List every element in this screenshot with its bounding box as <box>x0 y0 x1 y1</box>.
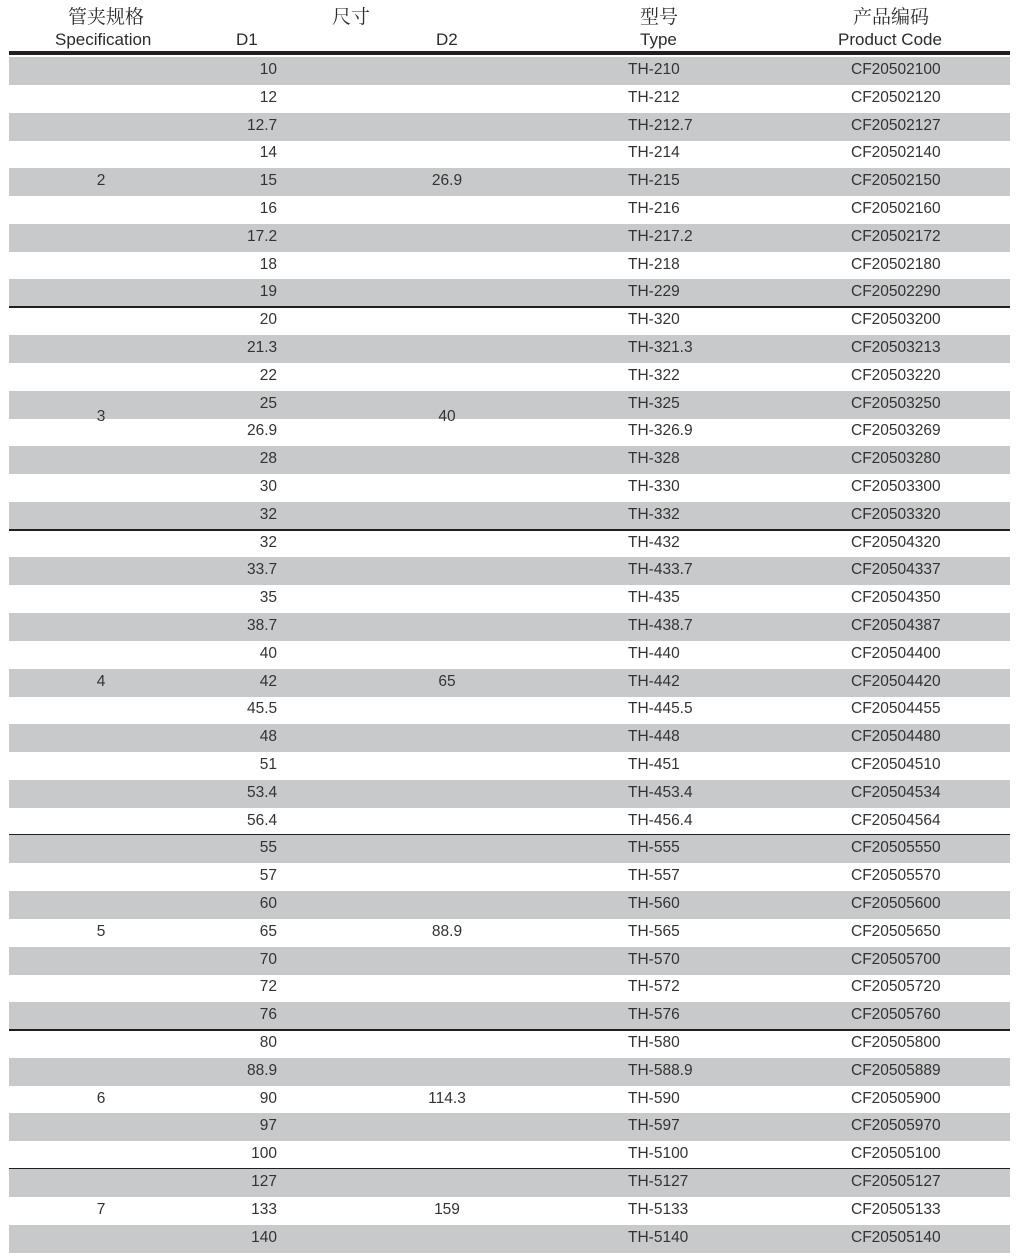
table-row <box>9 808 1010 836</box>
product-code-cell: CF20505133 <box>851 1200 941 1218</box>
d1-cell: 26.9 <box>247 422 278 440</box>
size-header-cn: 尺寸 <box>332 7 371 28</box>
table-row <box>9 335 1010 363</box>
type-cell: TH-448 <box>628 728 680 746</box>
type-cell: TH-217.2 <box>628 227 693 245</box>
product-code-cell: CF20504387 <box>851 617 941 634</box>
product-code-cell: CF20503280 <box>851 450 941 468</box>
type-cell: TH-442 <box>628 672 680 690</box>
type-cell: TH-572 <box>628 978 680 996</box>
d1-cell: 10 <box>259 61 277 78</box>
d1-cell: 70 <box>259 950 277 968</box>
type-cell: TH-328 <box>628 450 680 468</box>
product-code-cell: CF20505650 <box>851 922 941 940</box>
product-code-cell: CF20505127 <box>851 1173 941 1190</box>
table-header <box>0 0 1019 56</box>
product-code-cell: CF20504350 <box>851 589 941 607</box>
product-code-cell: CF20503300 <box>851 478 941 495</box>
product-code-cell: CF20504400 <box>851 644 941 662</box>
table-row <box>9 530 1010 558</box>
product-code-cell: CF20505600 <box>851 895 941 912</box>
type-cell: TH-557 <box>628 867 680 885</box>
spec-header-en: Specification <box>55 30 152 49</box>
product-code-cell: CF20505720 <box>851 978 941 996</box>
d2-cell: 159 <box>434 1200 460 1218</box>
d1-cell: 88.9 <box>247 1061 278 1079</box>
product-code-cell: CF20503200 <box>851 311 941 329</box>
d1-cell: 133 <box>251 1200 277 1218</box>
type-cell: TH-320 <box>628 311 680 329</box>
product-code-cell: CF20505800 <box>851 1034 941 1051</box>
type-cell: TH-212.7 <box>628 116 693 134</box>
product-code-cell: CF20505570 <box>851 867 941 885</box>
product-code-cell: CF20505760 <box>851 1006 941 1024</box>
type-cell: TH-215 <box>628 172 680 190</box>
d1-cell: 38.7 <box>247 617 278 634</box>
table-row <box>9 585 1010 613</box>
table-row <box>9 669 1010 697</box>
type-cell: TH-555 <box>628 839 680 857</box>
type-header-en: Type <box>640 30 677 49</box>
d1-cell: 25 <box>259 394 277 412</box>
type-cell: TH-216 <box>628 200 680 217</box>
type-cell: TH-570 <box>628 950 680 968</box>
d1-cell: 16 <box>259 200 277 217</box>
d1-cell: 45.5 <box>247 700 278 718</box>
table-row <box>9 724 1010 752</box>
type-cell: TH-445.5 <box>628 700 693 718</box>
type-cell: TH-576 <box>628 1006 680 1024</box>
d2-cell: 26.9 <box>431 172 463 190</box>
d1-cell: 65 <box>259 922 277 940</box>
product-code-cell: CF20502120 <box>851 88 941 106</box>
table-row <box>9 446 1010 474</box>
table-row <box>9 279 1010 307</box>
d2-header: D2 <box>436 30 458 49</box>
table-row <box>9 947 1010 975</box>
d1-cell: 53.4 <box>247 783 278 801</box>
d1-cell: 51 <box>259 756 277 773</box>
d1-cell: 57 <box>259 867 277 885</box>
product-code-cell: CF20503220 <box>851 366 941 384</box>
d2-cell: 65 <box>438 672 456 690</box>
type-cell: TH-588.9 <box>628 1061 693 1079</box>
table-row <box>9 1113 1010 1141</box>
table-row <box>9 613 1010 641</box>
d1-cell: 32 <box>259 505 277 523</box>
type-cell: TH-332 <box>628 505 680 523</box>
d1-cell: 15 <box>259 172 277 190</box>
d1-cell: 40 <box>259 644 277 662</box>
d1-cell: 76 <box>259 1006 277 1024</box>
type-cell: TH-432 <box>628 533 680 551</box>
code-header-en: Product Code <box>838 30 942 49</box>
product-code-cell: CF20502160 <box>851 200 941 217</box>
spec-cell: 7 <box>96 1200 106 1218</box>
table-row <box>9 557 1010 585</box>
table-row <box>9 252 1010 280</box>
type-cell: TH-322 <box>628 366 680 384</box>
table-row <box>9 57 1010 85</box>
spec-header-cn: 管夹规格 <box>68 7 145 28</box>
type-cell: TH-433.7 <box>628 561 693 579</box>
d1-cell: 12 <box>259 88 277 106</box>
table-row <box>9 391 1010 419</box>
table-row <box>9 1058 1010 1086</box>
d1-cell: 80 <box>259 1034 277 1051</box>
d1-header: D1 <box>236 30 258 49</box>
product-code-cell: CF20503320 <box>851 505 941 523</box>
d2-cell: 114.3 <box>428 1089 466 1107</box>
type-cell: TH-560 <box>628 895 680 912</box>
table-row <box>9 752 1010 780</box>
product-code-cell: CF20505100 <box>851 1145 941 1163</box>
table-row <box>9 113 1010 141</box>
table-row <box>9 835 1010 863</box>
table-row <box>9 919 1010 947</box>
table-row <box>9 1197 1010 1225</box>
d1-cell: 90 <box>259 1089 277 1107</box>
type-cell: TH-456.4 <box>628 811 693 829</box>
header-rule <box>9 51 1010 55</box>
product-code-cell: CF20503213 <box>851 339 941 356</box>
table-row <box>9 168 1010 196</box>
d1-cell: 42 <box>259 672 277 690</box>
d2-cell: 88.9 <box>431 922 463 940</box>
product-code-cell: CF20504455 <box>851 700 941 718</box>
spec-cell: 2 <box>96 172 106 190</box>
product-code-cell: CF20502100 <box>851 61 941 78</box>
d1-cell: 33.7 <box>247 561 278 579</box>
d1-cell: 28 <box>259 450 277 468</box>
spec-cell: 4 <box>96 672 106 690</box>
type-cell: TH-229 <box>628 283 680 301</box>
d1-cell: 100 <box>251 1145 277 1163</box>
table-row <box>9 85 1010 113</box>
product-code-cell: CF20502150 <box>851 172 941 190</box>
product-code-cell: CF20504564 <box>851 811 941 829</box>
table-row <box>9 1169 1010 1197</box>
table-row <box>9 1030 1010 1058</box>
table-row <box>9 502 1010 530</box>
d1-cell: 19 <box>259 283 277 301</box>
product-code-cell: CF20504320 <box>851 533 941 551</box>
table-row <box>9 696 1010 724</box>
type-cell: TH-590 <box>628 1089 680 1107</box>
product-code-cell: CF20505900 <box>851 1089 941 1107</box>
table-row <box>9 1002 1010 1030</box>
product-code-cell: CF20502180 <box>851 255 941 273</box>
product-code-cell: CF20503250 <box>851 394 941 412</box>
product-code-cell: CF20503269 <box>851 422 941 440</box>
product-code-cell: CF20502172 <box>851 227 941 245</box>
product-code-cell: CF20505889 <box>851 1061 941 1079</box>
table-row <box>9 224 1010 252</box>
product-code-cell: CF20502290 <box>851 283 941 301</box>
type-header-cn: 型号 <box>640 7 679 28</box>
spec-cell: 3 <box>96 408 106 426</box>
d1-cell: 127 <box>251 1173 277 1190</box>
d1-cell: 22 <box>259 366 277 384</box>
d1-cell: 35 <box>259 589 277 607</box>
table-row <box>9 1141 1010 1169</box>
type-cell: TH-321.3 <box>628 339 693 356</box>
type-cell: TH-214 <box>628 144 680 162</box>
table-row <box>9 140 1010 168</box>
d1-cell: 18 <box>259 255 277 273</box>
type-cell: TH-451 <box>628 756 680 773</box>
type-cell: TH-565 <box>628 922 680 940</box>
d2-cell: 40 <box>438 408 456 426</box>
d1-cell: 20 <box>259 311 277 329</box>
type-cell: TH-212 <box>628 88 680 106</box>
table-row <box>9 307 1010 335</box>
type-cell: TH-5100 <box>628 1145 689 1163</box>
type-cell: TH-453.4 <box>628 783 693 801</box>
d1-cell: 14 <box>259 144 277 162</box>
table-row <box>9 780 1010 808</box>
spec-cell: 5 <box>96 922 106 940</box>
table-row <box>9 1086 1010 1114</box>
d1-cell: 72 <box>259 978 277 996</box>
product-code-cell: CF20504510 <box>851 756 941 773</box>
product-code-cell: CF20505700 <box>851 950 941 968</box>
product-code-cell: CF20504480 <box>851 728 941 746</box>
product-code-cell: CF20504420 <box>851 672 941 690</box>
d1-cell: 97 <box>259 1117 277 1135</box>
d1-cell: 32 <box>259 533 277 551</box>
type-cell: TH-326.9 <box>628 422 693 440</box>
d1-cell: 56.4 <box>247 811 278 829</box>
type-cell: TH-325 <box>628 394 680 412</box>
table-row <box>9 196 1010 224</box>
product-code-cell: CF20502127 <box>851 116 941 134</box>
table-row <box>9 474 1010 502</box>
type-cell: TH-5127 <box>628 1173 689 1190</box>
type-cell: TH-210 <box>628 61 680 78</box>
type-cell: TH-435 <box>628 589 680 607</box>
d1-cell: 48 <box>259 728 277 746</box>
product-code-cell: CF20505140 <box>851 1228 941 1246</box>
type-cell: TH-440 <box>628 644 680 662</box>
table-row <box>9 1225 1010 1253</box>
type-cell: TH-218 <box>628 255 680 273</box>
product-code-cell: CF20504337 <box>851 561 941 579</box>
type-cell: TH-330 <box>628 478 680 495</box>
d1-cell: 12.7 <box>247 116 278 134</box>
d1-cell: 17.2 <box>247 227 278 245</box>
table-row <box>9 641 1010 669</box>
table-row <box>9 974 1010 1002</box>
type-cell: TH-580 <box>628 1034 680 1051</box>
table-row <box>9 418 1010 446</box>
d1-cell: 21.3 <box>247 339 278 356</box>
type-cell: TH-5133 <box>628 1200 689 1218</box>
d1-cell: 60 <box>259 895 277 912</box>
type-cell: TH-597 <box>628 1117 680 1135</box>
d1-cell: 140 <box>251 1228 277 1246</box>
type-cell: TH-5140 <box>628 1228 689 1246</box>
table-row <box>9 863 1010 891</box>
table-row <box>9 891 1010 919</box>
table-row <box>9 363 1010 391</box>
product-code-cell: CF20504534 <box>851 783 941 801</box>
d1-cell: 55 <box>259 839 277 857</box>
product-code-cell: CF20505550 <box>851 839 941 857</box>
spec-cell: 6 <box>96 1089 106 1107</box>
product-code-cell: CF20505970 <box>851 1117 941 1135</box>
code-header-cn: 产品编码 <box>853 7 930 28</box>
type-cell: TH-438.7 <box>628 617 693 634</box>
product-code-cell: CF20502140 <box>851 144 941 162</box>
d1-cell: 30 <box>259 478 277 495</box>
